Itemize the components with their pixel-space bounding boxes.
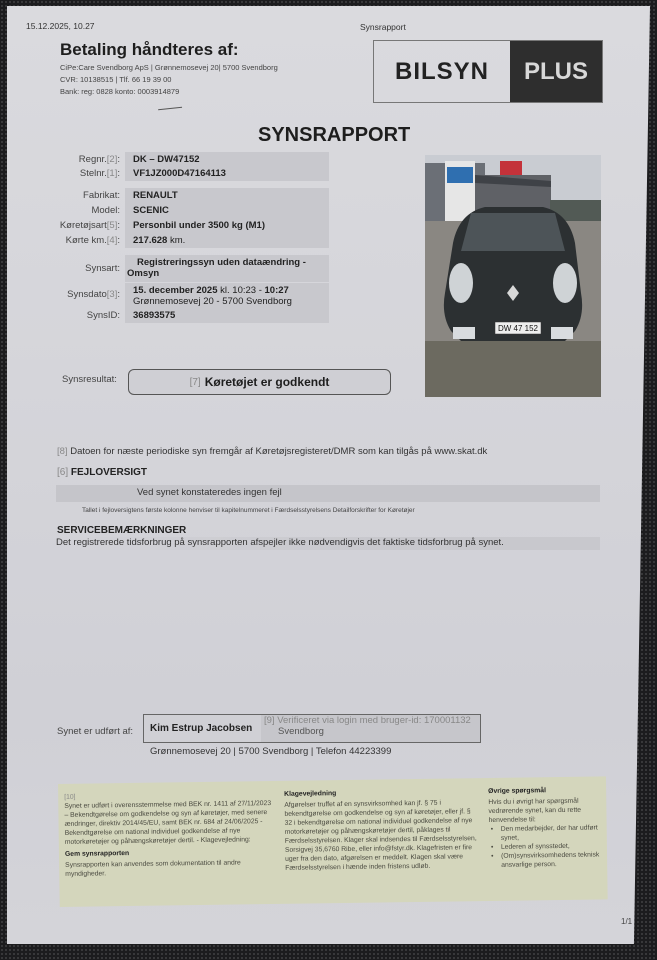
car-photo-illustration [425, 155, 601, 397]
verification-info: [9] Verificeret via login med bruger-id: 170001132 Svendborg [261, 715, 480, 742]
performer-box [143, 714, 481, 743]
koretojsart-value: Personbil under 3500 kg (M1) [125, 218, 329, 233]
synsid-value: 36893575 [125, 308, 329, 323]
payment-cvr: CVR: 10138515 | Tlf. 66 19 39 00 [60, 75, 172, 84]
contact-item: • Lederen af synsstedet, [489, 842, 603, 853]
legal-basis-column: [10] Synet er udført i overensstemmelse med BEK nr. 1411 af 27/11/2023 – Bekendtgørelse om godkendelse og syn af køretøjer, med senere ændringer, direktiv 2014/45/EU, samt BEK nr. 684 af 24/06/2025 - Bekendtgørelse om national individuel godkendelse af nye motorkøretøjer og påhængskøretøjer dertil. - Klagevejledning: Gem synsrapporten Synsrapporten kan anvendes som dokumentation til andre myndigheder. [64, 793, 272, 878]
synsart-value: Registreringssyn uden dataændring - Omsyn [125, 255, 329, 282]
fabrikat-label: Fabrikat: [83, 190, 120, 201]
contact-item: • (Om)synsvirksomhedens teknisk ansvarlige person. [489, 851, 603, 871]
km-value: 217.628 km. [125, 233, 329, 248]
faults-row: Ved synet konstateredes ingen fejl [56, 485, 600, 502]
synsart-label: Synsart: [85, 263, 120, 274]
regnr-value: DK – DW47152 [125, 152, 329, 167]
result-label: Synsresultat: [62, 374, 117, 385]
regnr-label: Regnr.[2]: [78, 154, 120, 165]
info-box [58, 776, 608, 907]
service-title: SERVICEBEMÆRKNINGER [57, 525, 187, 536]
performer-address: Grønnemosevej 20 | 5700 Svendborg | Telefon 44223399 [150, 746, 392, 757]
page-number: 1/1 [621, 917, 633, 926]
performer-label: Synet er udført af: [57, 726, 134, 737]
vehicle-photo [425, 155, 601, 397]
document-label: Synsrapport [360, 22, 406, 32]
stelnr-label: Stelnr.[1]: [79, 168, 120, 179]
next-inspection-note: [8] Datoen for næste periodiske syn fremgår af Køretøjsregisteret/DMR som kan tilgås på www.skat.dk [57, 446, 488, 457]
inspection-result-badge: [7] Køretøjet er godkendt [128, 369, 391, 395]
synsdato-value: 15. december 2025 kl. 10:23 - 10:27 Grønnemosevej 20 - 5700 Svendborg [125, 283, 329, 310]
report-title: SYNSRAPPORT [258, 124, 411, 146]
faults-footnote: Tallet i fejloversigtens første kolonne henviser til kapitelnummeret i Færdselsstyrelsens Detailforskrifter for Køretøjer [82, 507, 415, 514]
payment-bank: Bank: reg: 0828 konto: 0003914879 [60, 87, 180, 96]
print-datetime: 15.12.2025, 10.27 [26, 21, 95, 31]
bilsyn-plus-logo [373, 40, 603, 103]
complaint-guide-column: Klagevejledning Afgørelser truffet af en synsvirksomhed kan jf. § 75 i bekendtgørelse om godkendelse og syn af køretøjer, eller jf. § 32 i bekendtgørelse om national individuel godkendelse af nye motorkøretøjer og påhængskøretøjer dertil, påklages til Færdselsstyrelsen. Klager skal indsendes til Færdselsstyrelsen, Sorsigvej 35,6760 Ribe, eller info@fstyr.dk. Klagefristen er fire uger fra den dato, afgørelsen er meddelt. Klagen skal være Færdselsstyrelsen i hænde inden fristens udløb. [284, 790, 477, 872]
svg-text:DW 47 152: DW 47 152 [497, 324, 539, 333]
inspector-name: Kim Estrup Jacobsen [150, 723, 253, 734]
koretojsart-label: Køretøjsart[5]: [59, 220, 120, 231]
km-label: Kørte km.[4]: [65, 235, 120, 246]
other-questions-column: Øvrige spørgsmål Hvis du i øvrigt har spørgsmål vedrørende synet, kan du rette henvendelse til: • Den medarbejder, der har udført synet, • Lederen af synsstedet, • (Om)synsvirksomhedens teknisk ansvarlige person. [488, 786, 603, 870]
payment-title: Betaling håndteres af: [60, 40, 239, 59]
contact-list [489, 824, 604, 870]
service-text: Det registrerede tidsforbrug på synsrapporten afspejler ikke nødvendigvis det faktiske tidsforbrug på synet. [56, 537, 600, 550]
contact-item: • Den medarbejder, der har udført synet, [489, 824, 603, 844]
logo-text-plus: PLUS [510, 41, 602, 102]
fabrikat-value: RENAULT [125, 188, 329, 203]
model-label: Model: [91, 205, 120, 216]
synsid-label: SynsID: [86, 310, 120, 321]
faults-title: [6] FEJLOVERSIGT [57, 467, 148, 478]
stelnr-value: VF1JZ000D47164113 [125, 166, 329, 181]
model-value: SCENIC [125, 203, 329, 218]
logo-text-bilsyn: BILSYN [394, 57, 489, 85]
payment-company: CiPe:Care Svendborg ApS | Grønnemosevej 20| 5700 Svendborg [60, 63, 278, 72]
synsdato-label: Synsdato[3]: [67, 289, 120, 300]
